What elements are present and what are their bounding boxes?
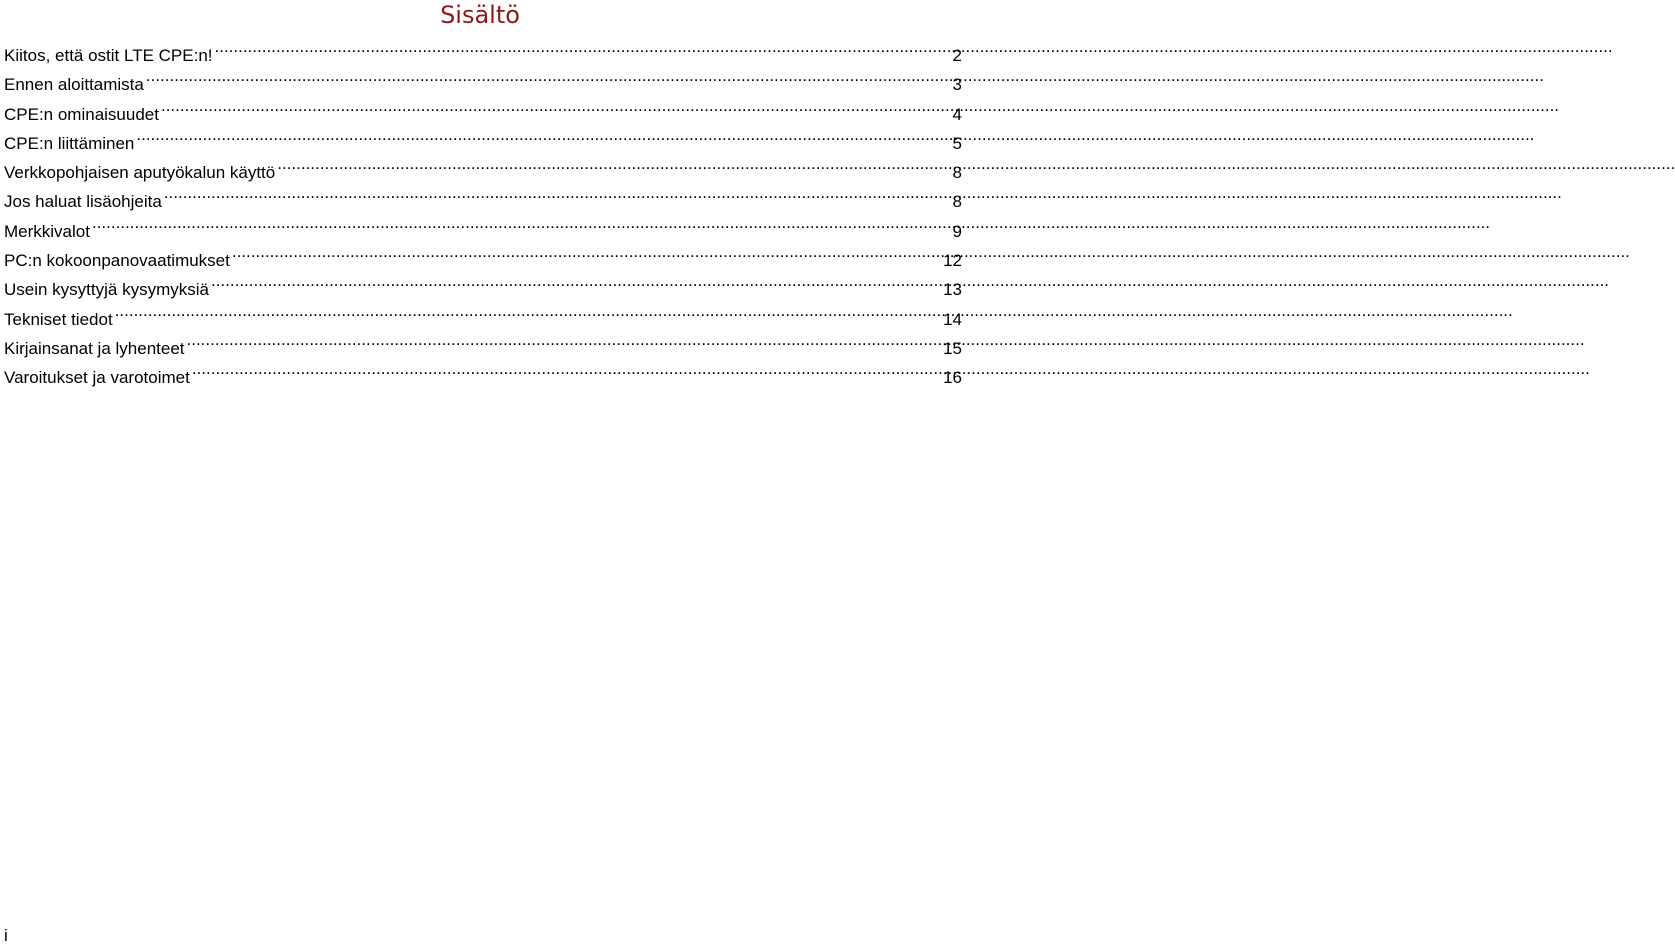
toc-entry-label: Merkkivalot [4,221,90,241]
toc-entry-page: 14 [943,309,962,329]
toc-entry-label: Ennen aloittamista [4,75,144,95]
toc-dot-leader [211,278,941,295]
toc-entry-page: 8 [952,163,962,183]
toc-entry-label: Verkkopohjaisen aputyökalun käyttö [4,163,276,183]
toc-entry[interactable] [4,363,962,392]
toc-dot-leader [92,220,951,237]
toc-entry-label: CPE:n ominaisuudet [4,104,159,124]
toc-entry-page: 12 [943,251,962,271]
toc-entry-label: Jos haluat lisäohjeita [4,192,162,212]
toc-entry-page: 16 [943,368,962,388]
toc-dot-leader [164,190,951,207]
toc-entry-label: Kirjainsanat ja lyhenteet [4,338,185,358]
toc-dot-leader [187,337,942,354]
toc-dot-leader [146,73,951,90]
toc-dot-leader [215,44,951,61]
toc-entry-page: 4 [952,104,962,124]
toc-entry-page: 2 [952,46,962,65]
toc-entry-label: CPE:n liittäminen [4,133,135,153]
toc-entry-page: 15 [943,338,962,358]
toc-entry-label: PC:n kokoonpanovaatimukset [4,251,230,271]
toc-entry-page: 5 [952,133,962,153]
toc-entry-page: 13 [943,280,962,300]
toc-entry-page: 8 [952,192,962,212]
toc-dot-leader [232,249,941,266]
toc-entry-label: Usein kysyttyjä kysymyksiä [4,280,209,300]
toc-dot-leader [161,103,951,120]
page-title: Sisältö [440,1,520,29]
toc-entry-label: Tekniset tiedot [4,309,113,329]
toc-entry-page: 3 [952,75,962,95]
toc-entry-label: Varoitukset ja varotoimet [4,368,190,388]
toc-dot-leader [136,132,950,149]
toc-dot-leader [192,366,941,383]
toc-entry-page: 9 [952,221,962,241]
page-number-marker: i [4,926,8,945]
toc-dot-leader [277,161,950,178]
toc-dot-leader [115,308,941,325]
toc-entry-label: Kiitos, että ostit LTE CPE:n! [4,46,213,65]
table-of-contents [4,41,962,393]
